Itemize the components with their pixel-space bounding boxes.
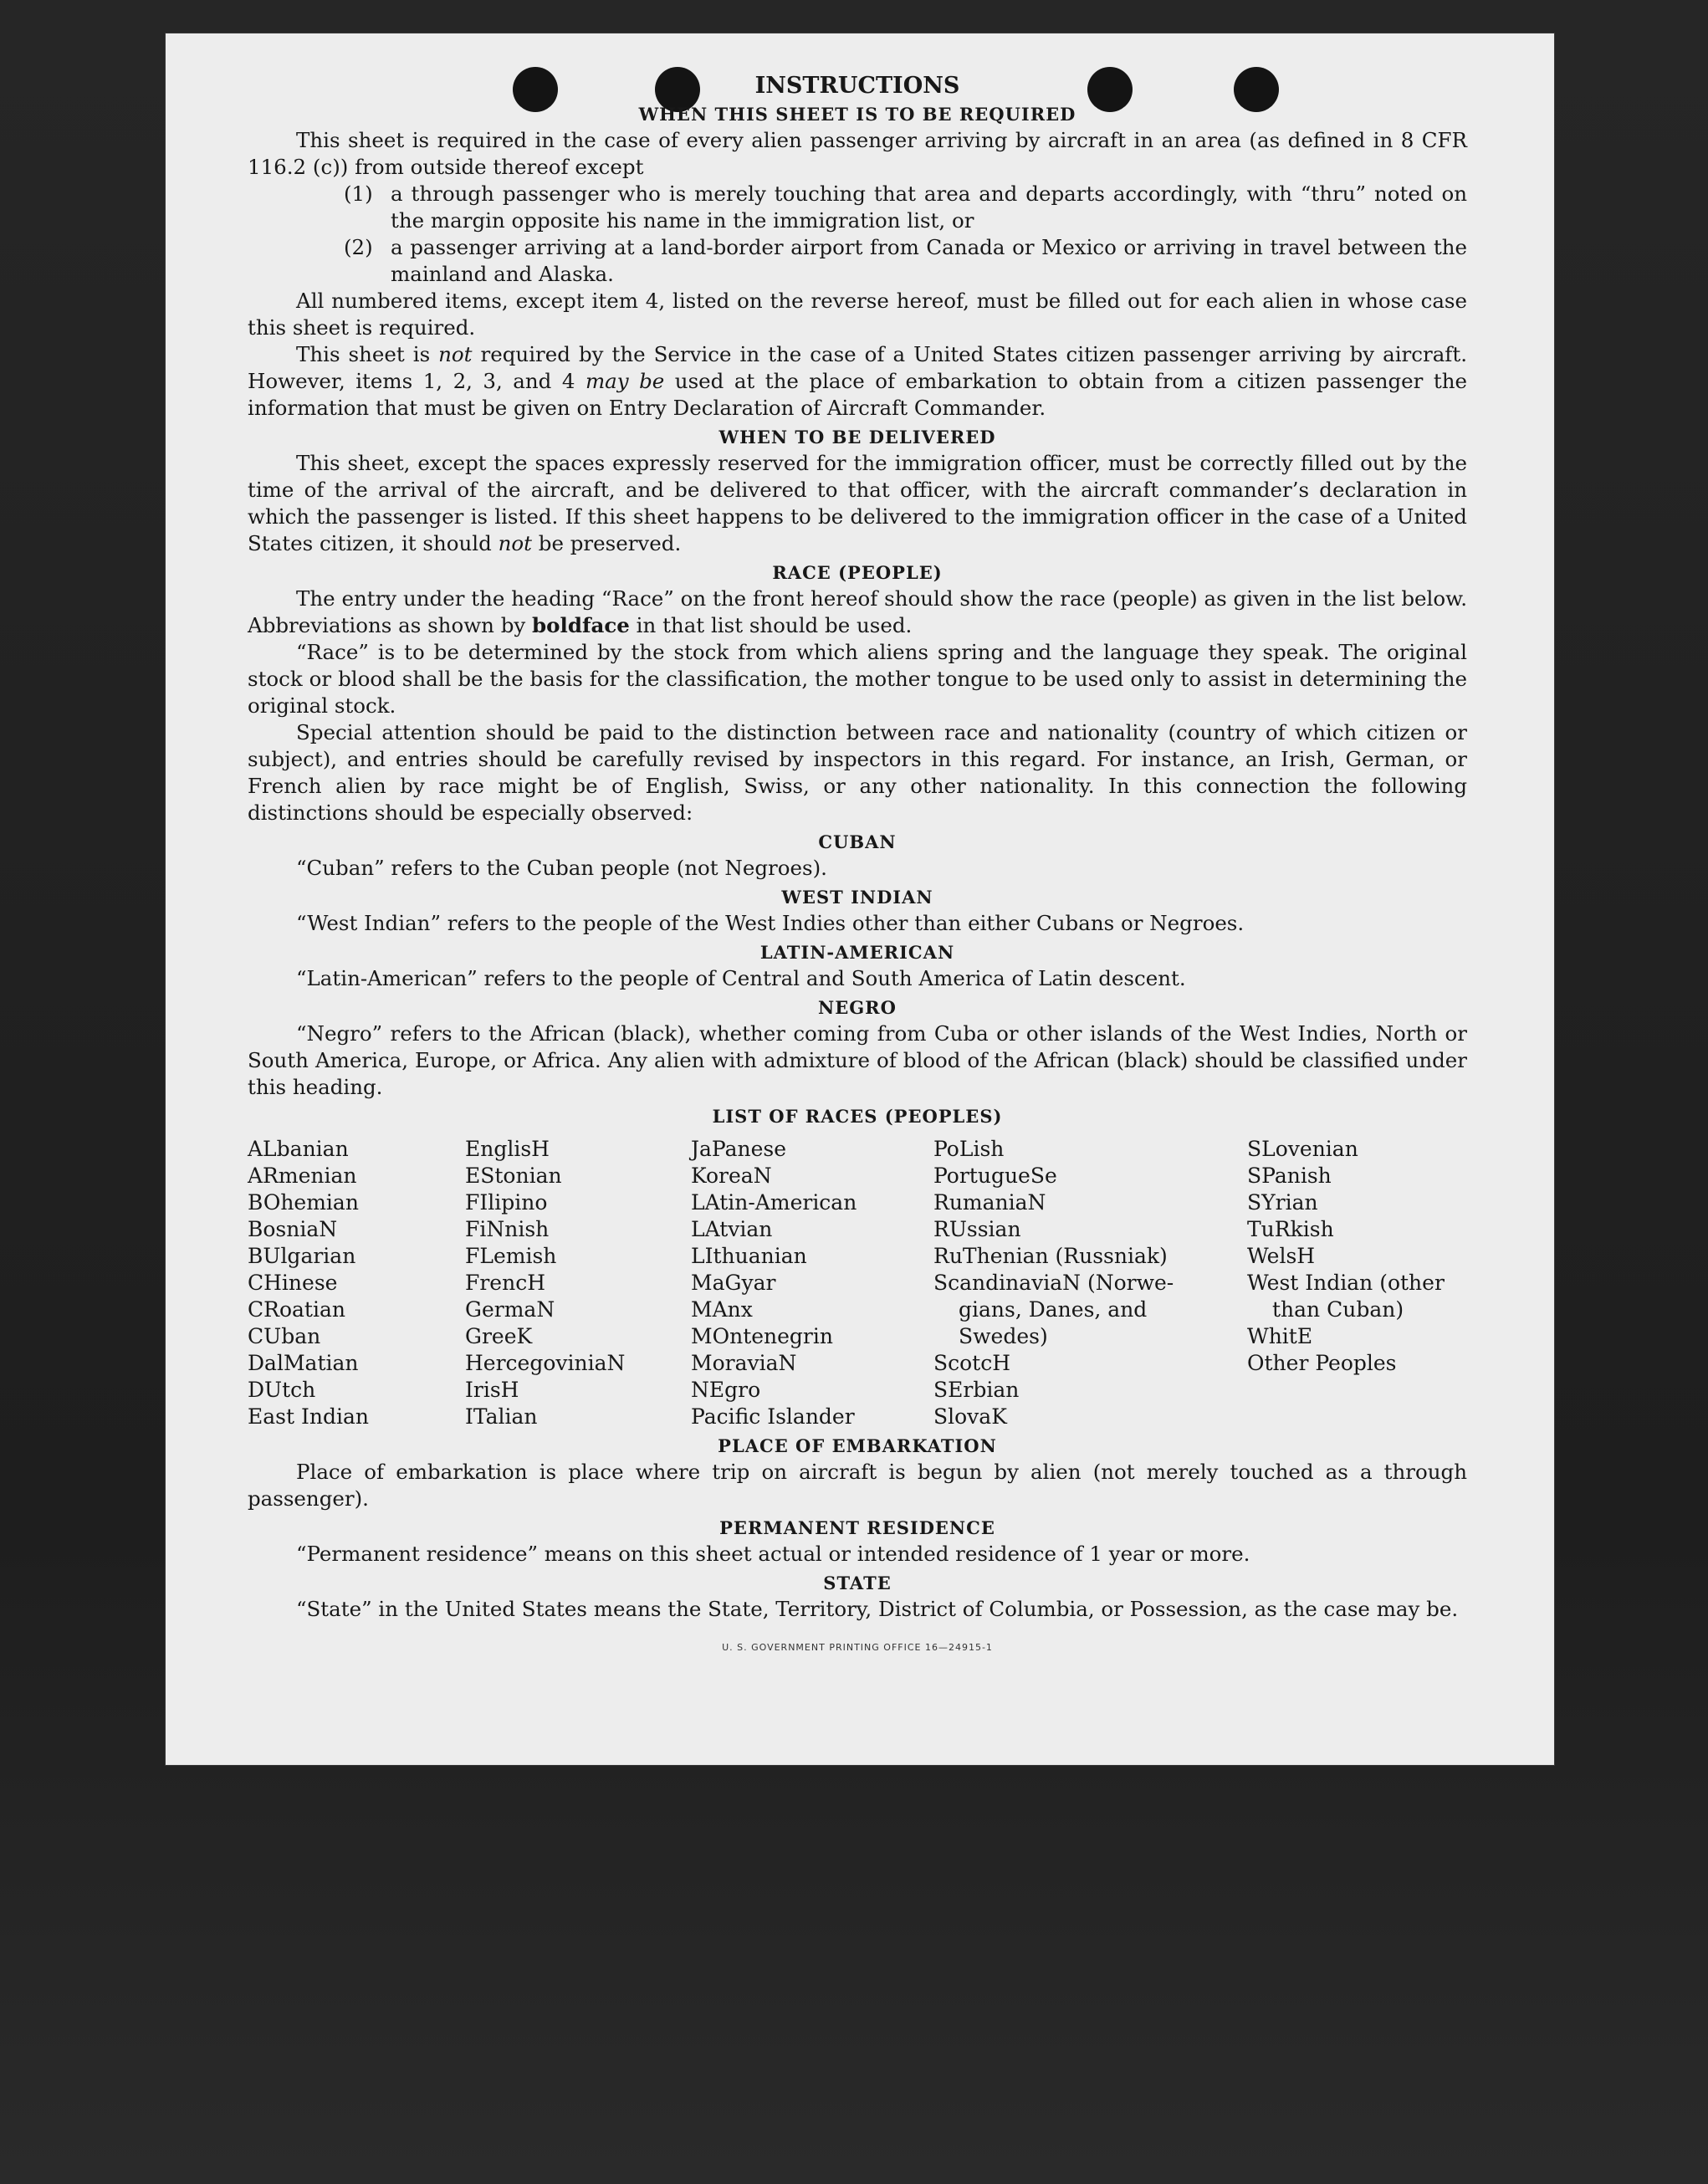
section-heading-embarkation: PLACE OF EMBARKATION bbox=[718, 1435, 997, 1456]
when-delivered-paragraph: This sheet, except the spaces expressly reserved for the immigration officer, must be correctly filled out by the time of the arrival of the aircraft, and be delivered to that officer, with the aircraft commander’s declaration in which the passenger is listed. If this sheet happens to be delivered to the immigration officer in the case of a United States citizen, it should not be preserved. bbox=[248, 451, 1467, 555]
race-entry: West Indian (other bbox=[1247, 1271, 1445, 1295]
west-indian-definition: “West Indian” refers to the people of the West Indies other than either Cubans or Negroes. bbox=[296, 911, 1245, 935]
race-entry: JaPanese bbox=[691, 1137, 787, 1161]
section-heading-state: STATE bbox=[823, 1573, 892, 1593]
section-heading-when-required: WHEN THIS SHEET IS TO BE REQUIRED bbox=[638, 104, 1076, 125]
exception-text: a through passenger who is merely touching that area and departs accordingly, with “thru” noted on the margin opposite his name in the immigration list, or bbox=[391, 182, 1467, 233]
negro-definition: “Negro” refers to the African (black), whether coming from Cuba or other islands of the West Indies, North or South America, Europe, or Africa. Any alien with admixture of blood of the African (black) should be classified under this heading. bbox=[248, 1021, 1467, 1099]
race-entry: BOhemian bbox=[248, 1190, 359, 1215]
race-entry: MoraviaN bbox=[691, 1351, 797, 1375]
exception-number: (1) bbox=[344, 182, 373, 206]
printing-office-footer: U. S. GOVERNMENT PRINTING OFFICE 16—24915-1 bbox=[722, 1642, 993, 1653]
exception-text: a passenger arriving at a land-border airport from Canada or Mexico or arriving in travel between the mainland and Alaska. bbox=[391, 235, 1467, 286]
latin-american-definition: “Latin-American” refers to the people of Central and South America of Latin descent. bbox=[296, 966, 1186, 990]
race-entry: KoreaN bbox=[691, 1164, 772, 1188]
race-entry: FiNnish bbox=[465, 1217, 550, 1241]
race-entry: NEgro bbox=[691, 1378, 761, 1402]
race-entry: HercegoviniaN bbox=[465, 1351, 626, 1375]
race-entry: PoLish bbox=[933, 1137, 1005, 1161]
race-entry: Swedes) bbox=[959, 1324, 1048, 1348]
citizen-paragraph: This sheet is not required by the Service in the case of a United States citizen passenger arriving by aircraft. However, items 1, 2, 3, and 4 may be used at the place of embarkation to obtain from a citizen passenger the information that must be given on Entry Declaration of Aircraft Commander. bbox=[248, 342, 1468, 420]
race-entry: Other Peoples bbox=[1247, 1351, 1397, 1375]
race-entry: FrencH bbox=[465, 1271, 545, 1295]
race-entry: SLovenian bbox=[1247, 1137, 1358, 1161]
race-entry: FLemish bbox=[465, 1244, 557, 1268]
exception-item bbox=[344, 181, 1467, 234]
race-entry: LAtin-American bbox=[691, 1190, 857, 1215]
race-entry: SlovaK bbox=[933, 1404, 1007, 1429]
races-column bbox=[691, 1136, 933, 1430]
race-entry: MOntenegrin bbox=[691, 1324, 833, 1348]
exception-item bbox=[344, 234, 1467, 288]
race-entry: GreeK bbox=[465, 1324, 533, 1348]
race-entry: ScandinaviaN (Norwe- bbox=[933, 1271, 1174, 1295]
races-column bbox=[933, 1136, 1247, 1430]
race-entry: CUban bbox=[248, 1324, 321, 1348]
race-entry: FIlipino bbox=[465, 1190, 548, 1215]
race-entry: SErbian bbox=[933, 1378, 1020, 1402]
race-entry: RumaniaN bbox=[933, 1190, 1046, 1215]
state-definition: “State” in the United States means the State, Territory, District of Columbia, or Possession, as the case may be. bbox=[296, 1597, 1459, 1621]
race-entry: LIthuanian bbox=[691, 1244, 807, 1268]
races-column bbox=[248, 1136, 465, 1430]
section-heading-residence: PERMANENT RESIDENCE bbox=[719, 1517, 995, 1538]
race-entry: WelsH bbox=[1247, 1244, 1316, 1268]
page-title: INSTRUCTIONS bbox=[754, 73, 960, 99]
races-table bbox=[248, 1136, 1467, 1430]
race-entry: IrisH bbox=[465, 1378, 519, 1402]
race-entry: EStonian bbox=[465, 1164, 562, 1188]
numbered-items-paragraph: All numbered items, except item 4, listed on the reverse hereof, must be filled out for each alien in whose case this sheet is required. bbox=[248, 289, 1467, 340]
exception-number: (2) bbox=[344, 235, 373, 259]
instructions-content bbox=[248, 74, 1467, 1661]
race-entry: BUlgarian bbox=[248, 1244, 356, 1268]
race-entry: gians, Danes, and bbox=[959, 1297, 1148, 1322]
race-entry: MaGyar bbox=[691, 1271, 776, 1295]
race-entry: PortugueSe bbox=[933, 1164, 1057, 1188]
race-entry: SPanish bbox=[1247, 1164, 1332, 1188]
section-heading-list-of-races: LIST OF RACES (PEOPLES) bbox=[712, 1106, 1003, 1127]
section-heading-negro: NEGRO bbox=[818, 997, 897, 1018]
race-entry: WhitE bbox=[1247, 1324, 1313, 1348]
embarkation-definition: Place of embarkation is place where trip on aircraft is begun by alien (not merely touched as a through passenger). bbox=[248, 1460, 1467, 1511]
race-entry: BosniaN bbox=[248, 1217, 338, 1241]
race-entry: East Indian bbox=[248, 1404, 369, 1429]
when-required-intro: This sheet is required in the case of every alien passenger arriving by aircraft in an area (as defined in 8 CFR 116.2 (c)) from outside thereof except bbox=[248, 128, 1467, 179]
race-entry: SYrian bbox=[1247, 1190, 1318, 1215]
race-entry: ARmenian bbox=[248, 1164, 357, 1188]
race-entry: LAtvian bbox=[691, 1217, 773, 1241]
race-paragraph-3: Special attention should be paid to the distinction between race and nationality (country of which citizen or subject), and entries should be carefully revised by inspectors in this regard. For instance, an Irish, German, or French alien by race might be of English, Swiss, or any other nationality. In this connection the following distinctions should be especially observed: bbox=[248, 720, 1467, 825]
races-column bbox=[465, 1136, 691, 1430]
cuban-definition: “Cuban” refers to the Cuban people (not Negroes). bbox=[296, 856, 827, 880]
race-paragraph-1: The entry under the heading “Race” on the front hereof should show the race (people) as given in the list below. Abbreviations as shown by boldface in that list should be used. bbox=[248, 586, 1467, 637]
race-paragraph-2: “Race” is to be determined by the stock from which aliens spring and the language they speak. The original stock or blood shall be the basis for the classification, the mother tongue to be used only to assist in determining the original stock. bbox=[248, 640, 1467, 718]
race-entry: EnglisH bbox=[465, 1137, 550, 1161]
section-heading-when-delivered: WHEN TO BE DELIVERED bbox=[718, 427, 996, 448]
race-entry: DalMatian bbox=[248, 1351, 359, 1375]
race-entry: MAnx bbox=[691, 1297, 753, 1322]
race-entry: GermaN bbox=[465, 1297, 555, 1322]
race-entry: DUtch bbox=[248, 1378, 316, 1402]
race-entry: TuRkish bbox=[1247, 1217, 1334, 1241]
race-entry: ScotcH bbox=[933, 1351, 1011, 1375]
race-entry: RUssian bbox=[933, 1217, 1021, 1241]
race-entry: RuThenian (Russniak) bbox=[933, 1244, 1168, 1268]
race-entry: ALbanian bbox=[248, 1137, 349, 1161]
race-entry: ITalian bbox=[465, 1404, 538, 1429]
race-entry: Pacific Islander bbox=[691, 1404, 855, 1429]
document-page bbox=[166, 33, 1554, 1765]
race-entry: CRoatian bbox=[248, 1297, 345, 1322]
section-heading-race: RACE (PEOPLE) bbox=[772, 562, 943, 583]
race-entry: than Cuban) bbox=[1272, 1297, 1404, 1322]
section-heading-west-indian: WEST INDIAN bbox=[781, 887, 933, 908]
race-entry: CHinese bbox=[248, 1271, 338, 1295]
section-heading-cuban: CUBAN bbox=[818, 831, 897, 852]
residence-definition: “Permanent residence” means on this sheet actual or intended residence of 1 year or more. bbox=[296, 1542, 1250, 1566]
races-column bbox=[1247, 1136, 1467, 1430]
section-heading-latin-american: LATIN-AMERICAN bbox=[759, 942, 955, 963]
